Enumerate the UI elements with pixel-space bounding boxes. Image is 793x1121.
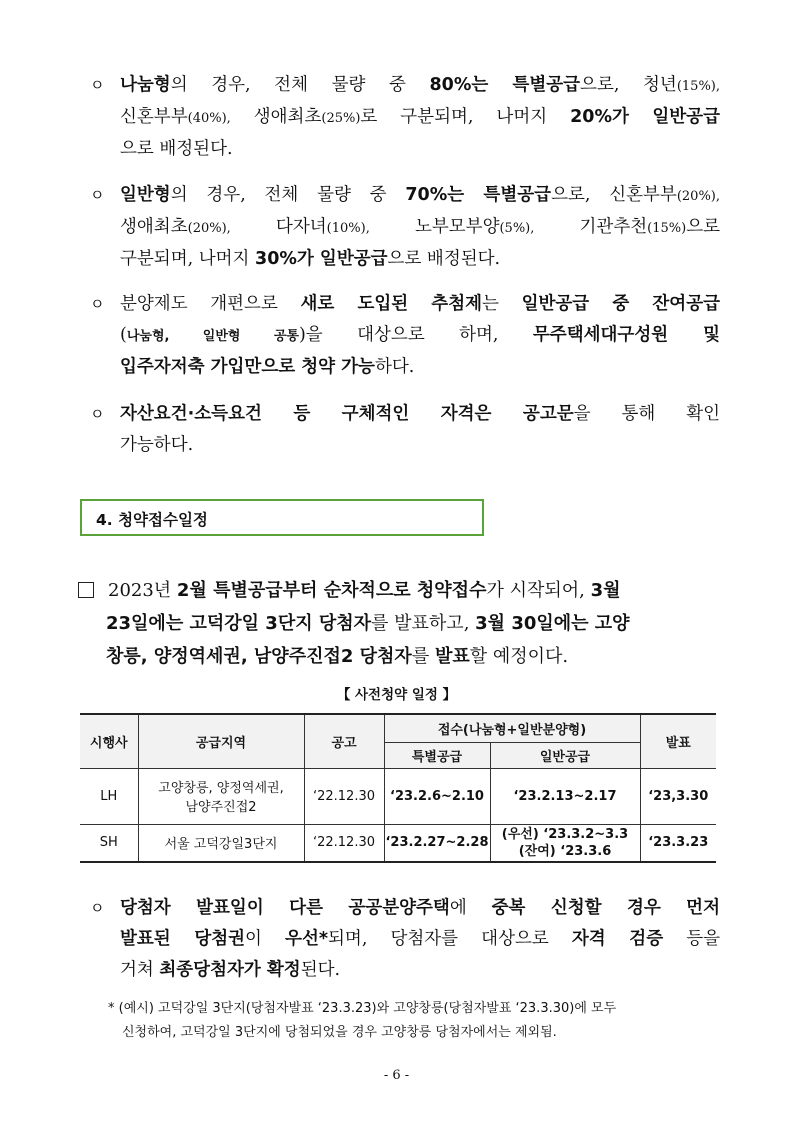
footnote — [108, 997, 728, 1045]
checkbox-square-icon — [78, 582, 94, 598]
text-run: 생애최초 — [230, 107, 322, 127]
text-line — [90, 893, 720, 924]
cell-notice: ‘22.12.30 — [304, 824, 384, 862]
paragraph-nanum-type — [90, 70, 720, 165]
bullet-icon: ㅇ — [90, 899, 105, 917]
text-run: 로 구분되며, 나머지 — [360, 107, 571, 127]
paragraph-lottery-system — [90, 289, 720, 383]
header-special: 특별공급 — [384, 742, 490, 768]
text-line — [90, 955, 720, 986]
bold-text-run: 80%는 특별공급 — [429, 75, 581, 95]
bold-text-run: 20%가 일반공급 — [570, 107, 720, 127]
bold-text-run: 자격 검증 — [571, 929, 664, 949]
section-title: 4. 청약접수일정 — [96, 511, 208, 529]
bold-text-run: 발표된 당첨권 — [120, 929, 246, 949]
text-line — [90, 212, 720, 244]
header-announce: 발표 — [640, 714, 716, 768]
bullet-icon: ㅇ — [90, 76, 105, 94]
bold-text-run: 중복 신청할 경우 먼저 — [491, 898, 720, 918]
footnote-line: * (예시) 고덕강일 3단지(당첨자발표 ‘23.3.23)와 고양창릉(당첨자발표 ‘23.3.30)에 모두 — [108, 1001, 617, 1016]
text-line — [90, 102, 720, 134]
text-run: 이 — [245, 929, 286, 949]
text-line — [90, 289, 720, 320]
text-run: 가 시작되어, — [486, 580, 591, 601]
text-line — [90, 134, 720, 165]
text-line — [90, 180, 720, 212]
text-run: (20%), — [676, 189, 720, 204]
text-line — [90, 399, 720, 430]
text-run: 으로, 신혼부부 — [551, 185, 677, 205]
bold-text-run: 입주자저축 가입만으로 청약 가능 — [120, 357, 375, 377]
text-run: 신혼부부 — [120, 107, 188, 127]
bold-text-run: 자산요건·소득요건 등 구체적인 자격은 공고문 — [120, 404, 574, 424]
schedule-table — [80, 713, 716, 863]
bold-text-run: 무주택세대구성원 및 — [532, 325, 720, 345]
bold-text-run: 2월 특별공급부터 순차적으로 청약접수 — [176, 580, 487, 601]
text-line — [78, 574, 723, 607]
text-run: 을 통해 확인 — [573, 404, 720, 424]
text-run: 등을 — [663, 929, 720, 949]
cell-special: ‘23.2.6~2.10 — [384, 768, 490, 824]
text-run: 기관추천 — [534, 217, 648, 237]
header-general: 일반공급 — [490, 742, 640, 768]
text-run: (20%), — [187, 221, 231, 236]
cell-region — [138, 768, 304, 824]
text-run: 에 — [449, 898, 492, 918]
cell-announce: ‘23.3.23 — [640, 824, 716, 862]
bold-text-run: 일반형 — [120, 185, 171, 205]
text-run: ( — [120, 325, 127, 345]
cell-general-line: (잔여) ‘23.3.6 — [518, 843, 612, 859]
text-run: (5%), — [499, 221, 535, 236]
text-run: 으로 — [686, 217, 721, 237]
text-line — [90, 352, 720, 383]
bold-text-run: 우선* — [285, 929, 329, 949]
text-run: 를 발표하고, — [371, 613, 476, 634]
text-run: )을 대상으로 하며, — [298, 325, 533, 345]
text-run: 구분되며, 나머지 — [120, 249, 256, 269]
cell-region-line: 남양주진접2 — [185, 800, 257, 815]
text-line — [90, 70, 720, 102]
cell-region — [138, 824, 304, 862]
text-line — [90, 244, 720, 275]
cell-general — [490, 768, 640, 824]
text-run: 거쳐 — [120, 960, 160, 980]
cell-region-line: 서울 고덕강일3단지 — [164, 837, 278, 853]
header-region: 공급지역 — [138, 714, 304, 768]
bullet-icon: ㅇ — [90, 405, 105, 423]
text-run: 의 경우, 전체 물량 중 — [170, 75, 430, 95]
text-run: (25%) — [321, 111, 361, 126]
text-run: 으로 배정된다. — [120, 139, 233, 159]
text-run: 는 — [482, 294, 522, 314]
table-title: 【 사전청약 일정 】 — [336, 687, 457, 703]
text-run: (10%), — [326, 221, 370, 236]
bold-text-run: 30%가 일반공급 — [255, 249, 388, 269]
text-line — [90, 430, 720, 461]
footnote-line: 신청하여, 고덕강일 3단지에 당첨되었을 경우 고양창릉 당첨자에서는 제외됨. — [122, 1025, 557, 1040]
bold-text-run: 당첨자 발표일이 다른 공공분양주택 — [120, 898, 450, 918]
text-run: 할 예정이다. — [469, 646, 569, 667]
cell-general-line: (우선) ‘23.3.2~3.3 — [501, 826, 629, 842]
paragraph-eligibility — [90, 399, 720, 461]
header-operator: 시행사 — [80, 714, 138, 768]
table-row — [80, 768, 716, 824]
text-run: 노부모부양 — [369, 217, 500, 237]
text-line — [78, 640, 723, 673]
text-run: 생애최초 — [120, 217, 188, 237]
text-line — [90, 320, 720, 352]
text-run: 분양제도 개편으로 — [120, 294, 301, 314]
bold-text-run: 23일에는 고덕강일 3단지 당첨자 — [106, 613, 372, 634]
text-run: 된다. — [300, 960, 341, 980]
table-row — [80, 824, 716, 862]
text-run: (40%), — [187, 111, 231, 126]
text-run: 으로, 청년 — [580, 75, 677, 95]
cell-region-line: 고양창릉, 양정역세권, — [158, 781, 284, 796]
text-run: 2023년 — [108, 580, 177, 601]
bold-text-run: 창릉, 양정역세권, 남양주진접2 당첨자 — [106, 646, 412, 667]
bold-text-run: 발표 — [434, 646, 470, 667]
header-receipt: 접수(나눔형+일반분양형) — [384, 714, 640, 742]
cell-general — [490, 824, 640, 862]
text-line — [90, 924, 720, 955]
paragraph-duplicate-application — [90, 893, 720, 986]
bullet-icon: ㅇ — [90, 295, 105, 313]
cell-operator: SH — [80, 824, 138, 862]
bullet-icon: ㅇ — [90, 186, 105, 204]
cell-special: ‘23.2.27~2.28 — [384, 824, 490, 862]
text-run: (15%), — [676, 79, 720, 94]
cell-operator: LH — [80, 768, 138, 824]
text-run: 되며, 당첨자를 대상으로 — [328, 929, 572, 949]
text-run: 의 경우, 전체 물량 중 — [170, 185, 406, 205]
bold-text-run: 3월 — [590, 580, 621, 601]
paragraph-general-type — [90, 180, 720, 275]
bold-text-run: 나눔형 — [120, 75, 171, 95]
section-heading-box — [80, 499, 484, 536]
bold-text-run: 일반공급 중 잔여공급 — [521, 294, 720, 314]
bold-text-run: 최종당첨자가 확정 — [159, 960, 301, 980]
bold-text-run: 나눔형, 일반형 공통 — [126, 329, 299, 344]
cell-announce: ‘23,3.30 — [640, 768, 716, 824]
cell-notice: ‘22.12.30 — [304, 768, 384, 824]
text-run: 다자녀 — [230, 217, 327, 237]
text-run: 가능하다. — [120, 435, 194, 455]
bold-text-run: 새로 도입된 추첨제 — [300, 294, 483, 314]
schedule-summary — [78, 574, 723, 673]
bold-text-run: 70%는 특별공급 — [405, 185, 552, 205]
page-number: - 6 - — [383, 1068, 410, 1083]
text-run: 으로 배정된다. — [387, 249, 501, 269]
text-line — [78, 607, 723, 640]
text-run: 하다. — [374, 357, 415, 377]
header-notice: 공고 — [304, 714, 384, 768]
text-run: (15%) — [647, 221, 687, 236]
text-run: 를 — [411, 646, 435, 667]
cell-general-line: ‘23.2.13~2.17 — [513, 788, 617, 804]
bold-text-run: 3월 30일에는 고양 — [475, 613, 630, 634]
